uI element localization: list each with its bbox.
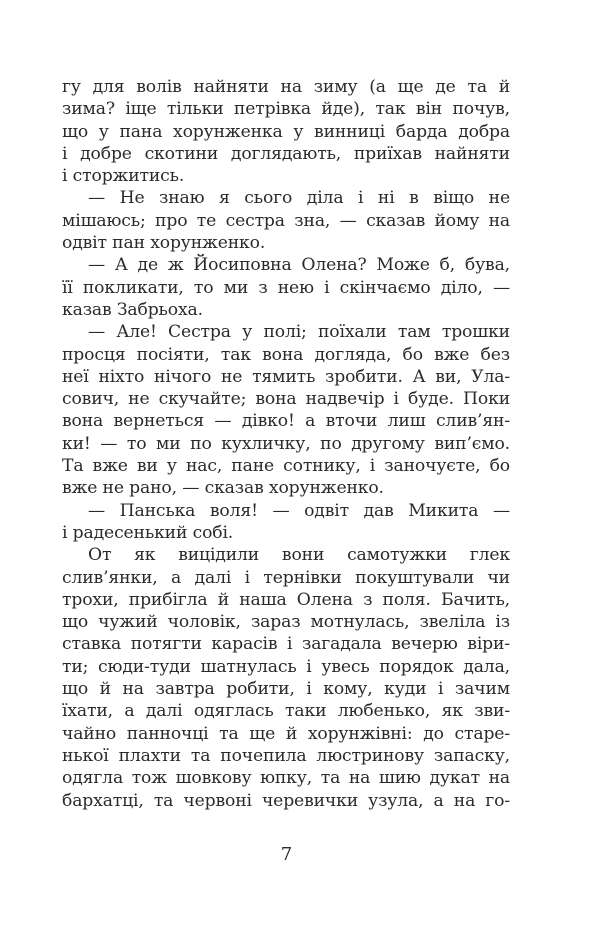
- text-line: неї ніхто нічого не тямить зробити. А ви, Ула-: [62, 366, 510, 387]
- text-line: їхати, а далі одяглась таки любенько, як зви-: [62, 701, 510, 722]
- text-line: — Панська воля! — одвіт дав Микита —: [88, 500, 510, 521]
- text-line: ти; сюди-туди шатнулась і увесь порядок дала,: [62, 656, 510, 677]
- text-line: трохи, прибігла й наша Олена з поля. Бачить,: [62, 589, 510, 610]
- text-line: слив’янки, а далі і тернівки покуштували чи: [62, 567, 510, 588]
- text-line: і добре скотини доглядають, приїхав найняти: [62, 143, 510, 164]
- text-line: вона вернеться — дівко! а вточи лиш слив’ян-: [62, 411, 510, 432]
- text-line: казав Забрьоха.: [62, 299, 203, 320]
- text-line: — Не знаю я сього діла і ні в віщо не: [88, 188, 510, 209]
- text-line: одягла тож шовкову юпку, та на шию дукат на: [62, 768, 510, 789]
- text-line: нької плахти та почепила люстринову запаску,: [62, 745, 510, 766]
- text-line: що й на завтра робити, і кому, куди і зачим: [62, 679, 510, 700]
- text-line: гу для волів найняти на зиму (а ще де та й: [62, 77, 510, 97]
- page-number: 7: [280, 844, 293, 865]
- text-line: вже не рано, — сказав хорунженко.: [62, 478, 384, 499]
- text-line: — А де ж Йосиповна Олена? Може б, бува,: [88, 255, 510, 276]
- text-line: — Але! Сестра у полі; поїхали там трошки: [88, 322, 510, 343]
- text-line: сович, не скучайте; вона надвечір і буде. Поки: [62, 389, 510, 410]
- text-line: її покликати, то ми з нею і скінчаємо діло, —: [62, 277, 510, 298]
- text-line: Та вже ви у нас, пане сотнику, і заночуєте, бо: [62, 456, 510, 477]
- text-line: одвіт пан хорунженко.: [62, 233, 266, 254]
- text-line: зима? іще тільки петрівка йде), так він почув,: [62, 99, 510, 120]
- text-line: мішаюсь; про те сестра зна, — сказав йому на: [62, 210, 510, 231]
- text-line: ки! — то ми по кухличку, по другому вип’ємо.: [62, 433, 510, 454]
- text-line: бархатці, та червоні черевички узула, а на го-: [62, 790, 510, 811]
- text-line: що у пана хорунженка у винниці барда добра: [62, 121, 510, 142]
- text-line: чайно панночці та ще й хорунжівні: до старе-: [62, 723, 510, 744]
- text-line: просця посіяти, так вона догляда, бо вже без: [62, 344, 510, 365]
- text-line: що чужий чоловік, зараз мотнулась, звеліла із: [62, 612, 510, 633]
- text-line: От як вицідили вони самотужки глек: [88, 545, 510, 566]
- text-line: і сторжитись.: [62, 166, 185, 187]
- page-body-text: [62, 76, 510, 812]
- text-line: ставка потягти карасів і загадала вечерю віри-: [62, 634, 510, 655]
- text-line: і радесенький собі.: [62, 522, 234, 543]
